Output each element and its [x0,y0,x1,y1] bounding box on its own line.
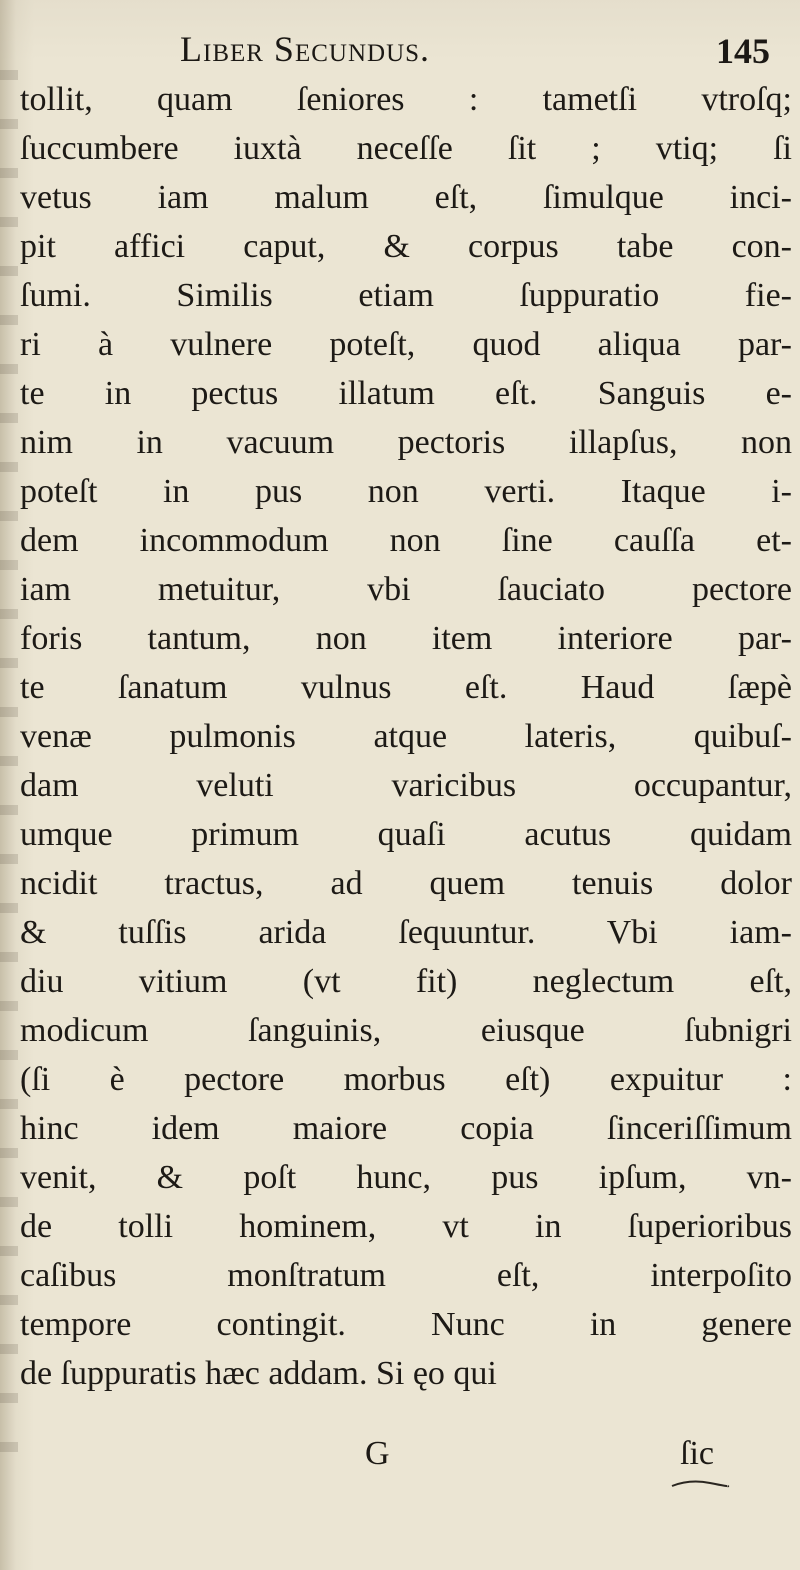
text-line: pit affici caput, & corpus tabe con- [20,228,792,265]
text-line: iam metuitur, vbi ſauciato pectore [20,571,792,608]
catchword: ſic [680,1435,714,1472]
text-line: & tuſſis arida ſequuntur. Vbi iam- [20,914,792,951]
ink-flourish-decoration [670,1478,730,1488]
text-line: dem incommodum non ſine cauſſa et- [20,522,792,559]
text-line: poteſt in pus non verti. Itaque i- [20,473,792,510]
text-line: nim in vacuum pectoris illapſus, non [20,424,792,461]
text-line: venit, & poſt hunc, pus ipſum, vn- [20,1159,792,1196]
text-line: ri à vulnere poteſt, quod aliqua par- [20,326,792,363]
text-line: foris tantum, non item interiore par- [20,620,792,657]
text-line: te in pectus illatum eſt. Sanguis e- [20,375,792,412]
text-line: tollit, quam ſeniores : tametſi vtroſq; [20,81,792,118]
text-line: ſumi. Similis etiam ſuppuratio fie- [20,277,792,314]
text-line: de ſuppuratis hæc addam. Si ęo qui [20,1355,497,1392]
text-line: tempore contingit. Nunc in genere [20,1306,792,1343]
text-line: dam veluti varicibus occupantur, [20,767,792,804]
text-line: hinc idem maiore copia ſinceriſſimum [20,1110,792,1147]
text-line: ncidit tractus, ad quem tenuis dolor [20,865,792,902]
text-line: te ſanatum vulnus eſt. Haud ſæpè [20,669,792,706]
page-number: 145 [716,31,770,71]
page-header [0,22,800,74]
text-line: de tolli hominem, vt in ſuperioribus [20,1208,792,1245]
text-line: venæ pulmonis atque lateris, quibuſ- [20,718,792,755]
signature-mark: G [365,1435,390,1472]
text-line: ſuccumbere iuxtà neceſſe ſit ; vtiq; ſi [20,130,792,167]
gutter-shadow [0,70,18,1460]
text-line: modicum ſanguinis, eiusque ſubnigri [20,1012,792,1049]
text-line: vetus iam malum eſt, ſimulque inci- [20,179,792,216]
text-line: umque primum quaſi acutus quidam [20,816,792,853]
text-line: caſibus monſtratum eſt, interpoſito [20,1257,792,1294]
running-title: Liber Secundus. [180,29,431,69]
body-text [20,75,792,1398]
text-line: (ſi è pectore morbus eſt) expuitur : [20,1061,792,1098]
text-line: diu vitium (vt fit) neglectum eſt, [20,963,792,1000]
